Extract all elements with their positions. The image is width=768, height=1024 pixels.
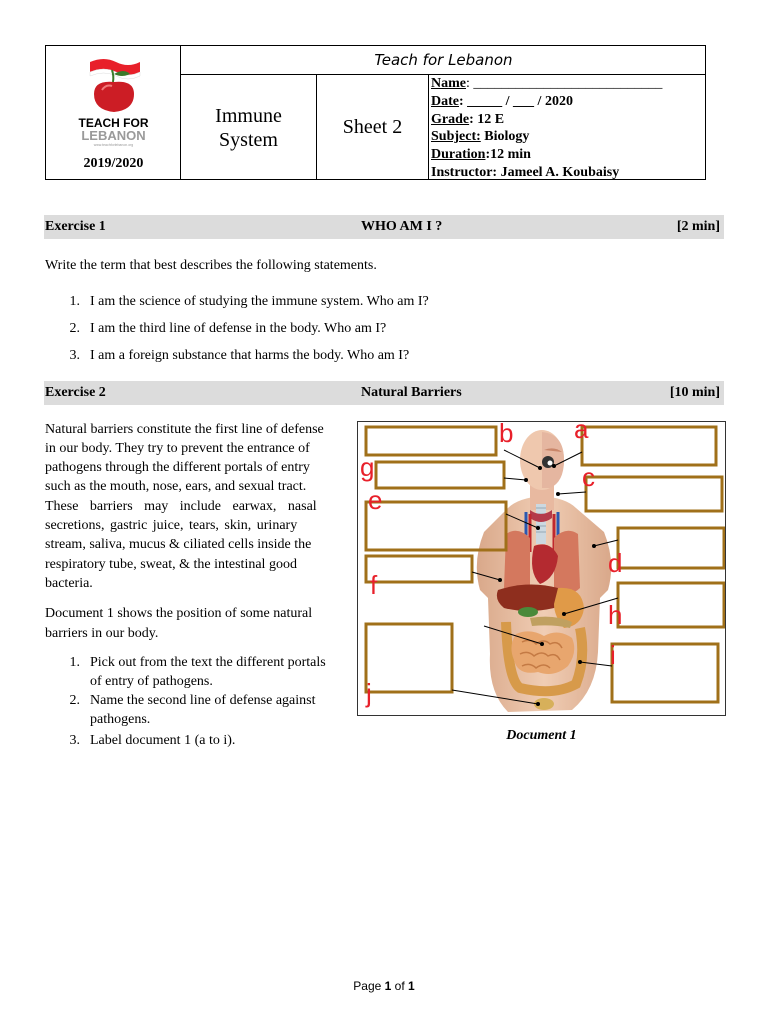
name-label: Name: [431, 76, 466, 91]
footer-of: of: [391, 979, 409, 993]
subject-label: Subject:: [431, 129, 481, 145]
grade-label: Grade: [431, 111, 470, 127]
topic-line1: Immune: [215, 104, 282, 127]
figure-label-i: i: [610, 640, 616, 670]
grade-line: [431, 111, 706, 129]
date-label: Date: [431, 93, 459, 109]
exercise1-title: WHO AM I ?: [361, 219, 443, 234]
logo-text-line1: TEACH FOR: [78, 116, 149, 130]
label-box-a[interactable]: [582, 427, 716, 465]
figure-label-c: c: [582, 462, 595, 492]
instructor-line: Instructor: Jameel A. Koubaisy: [431, 164, 620, 180]
exercise2-bar: [44, 381, 724, 405]
exercise1-label: Exercise 1: [45, 219, 106, 234]
logo-url: www.teachforlebanon.org: [93, 143, 134, 147]
item-text: I am a foreign substance that harms the body. Who am I?: [90, 348, 410, 363]
exercise1-bar: [44, 215, 724, 239]
brand-title: Teach for Lebanon: [181, 46, 706, 75]
date-value: : _____ / ___ / 2020: [459, 93, 573, 109]
item-text-cont: pathogens.: [90, 712, 151, 727]
figure-label-b: b: [499, 421, 514, 448]
item-text: Label document 1 (a to i).: [90, 733, 236, 748]
label-box-c[interactable]: [586, 477, 722, 511]
human-torso-anatomy-image: [358, 422, 726, 716]
document1-figure: [357, 421, 726, 716]
paragraph-line: in our body. They try to prevent the entrance of: [45, 441, 310, 456]
exercise2-label: Exercise 2: [45, 385, 106, 400]
logo-cell: [46, 46, 181, 180]
paragraph-line: Natural barriers constitute the first line of defense: [45, 422, 324, 437]
paragraph-line: pathogens through the different portals of entry: [45, 460, 310, 475]
paragraph-line: secretions, gastric juice, tears, skin, urinary: [45, 518, 298, 533]
footer-prefix: Page: [353, 979, 385, 993]
label-box-d[interactable]: [618, 528, 724, 568]
paragraph-line: respiratory tube, sweat, & the intestinal good: [45, 557, 297, 572]
page-footer: [0, 979, 768, 993]
label-box-j[interactable]: [366, 624, 452, 692]
duration-label: Duration: [431, 147, 486, 163]
item-text: I am the third line of defense in the body. Who am I?: [90, 321, 387, 336]
item-text: Pick out from the text the different portals: [90, 655, 326, 670]
student-info: [429, 75, 706, 180]
doc-line: barriers in our body.: [45, 626, 159, 641]
paragraph-line: bacteria.: [45, 576, 93, 591]
label-box-g[interactable]: [376, 462, 504, 488]
figure-caption: Document 1: [506, 728, 577, 743]
grade-value: : 12 E: [469, 111, 505, 127]
item-text: I am the science of studying the immune system. Who am I?: [90, 294, 429, 309]
name-blank: : ___________________________: [466, 76, 663, 91]
item-number: 3.: [69, 733, 80, 748]
topic-line2: System: [219, 128, 278, 151]
item-number: 2.: [69, 693, 80, 708]
duration-line: [431, 146, 706, 164]
item-text-cont: of entry of pathogens.: [90, 674, 213, 689]
item-number: 3.: [69, 348, 80, 363]
subject-value: Biology: [480, 129, 530, 145]
figure-label-d: d: [608, 548, 623, 578]
item-number: 1.: [69, 655, 80, 670]
paragraph-line: These barriers may include earwax, nasal: [45, 499, 317, 514]
school-year: 2019/2020: [83, 156, 144, 171]
label-box-f[interactable]: [366, 556, 472, 582]
subject-line: [431, 128, 706, 146]
paragraph-line: such as the mouth, nose, ears, and sexual tract.: [45, 479, 307, 494]
doc-line: Document 1 shows the position of some natural: [45, 606, 313, 621]
exercise1-time: [2 min]: [676, 219, 720, 234]
figure-label-a: a: [574, 421, 589, 444]
exercise1-instruction: Write the term that best describes the following statements.: [45, 258, 377, 273]
item-number: 2.: [69, 321, 80, 336]
label-box-b[interactable]: [366, 427, 496, 455]
footer-page: 1: [384, 979, 392, 993]
label-box-h[interactable]: [618, 583, 724, 627]
figure-label-f: f: [370, 570, 378, 600]
topic-cell: [181, 75, 317, 180]
label-box-i[interactable]: [612, 644, 718, 702]
footer-total: 1: [408, 979, 415, 993]
item-number: 1.: [69, 294, 80, 309]
figure-label-g: g: [360, 452, 375, 482]
paragraph-line: stream, saliva, mucus & ciliated cells inside the: [45, 537, 312, 552]
date-line: [431, 93, 706, 111]
exercise2-time: [10 min]: [669, 385, 720, 400]
duration-value: :12 min: [485, 147, 531, 163]
item-text: Name the second line of defense against: [90, 693, 316, 708]
figure-label-j: j: [366, 678, 372, 708]
exercise2-title: Natural Barriers: [361, 385, 462, 400]
teach-for-lebanon-logo-icon: [84, 54, 144, 116]
header-table: [45, 45, 706, 180]
sheet-number: Sheet 2: [317, 75, 429, 180]
figure-label-e: e: [368, 485, 383, 515]
figure-label-h: h: [608, 600, 623, 630]
logo-text-line2: LEBANON: [81, 128, 146, 143]
name-line: [431, 75, 706, 93]
